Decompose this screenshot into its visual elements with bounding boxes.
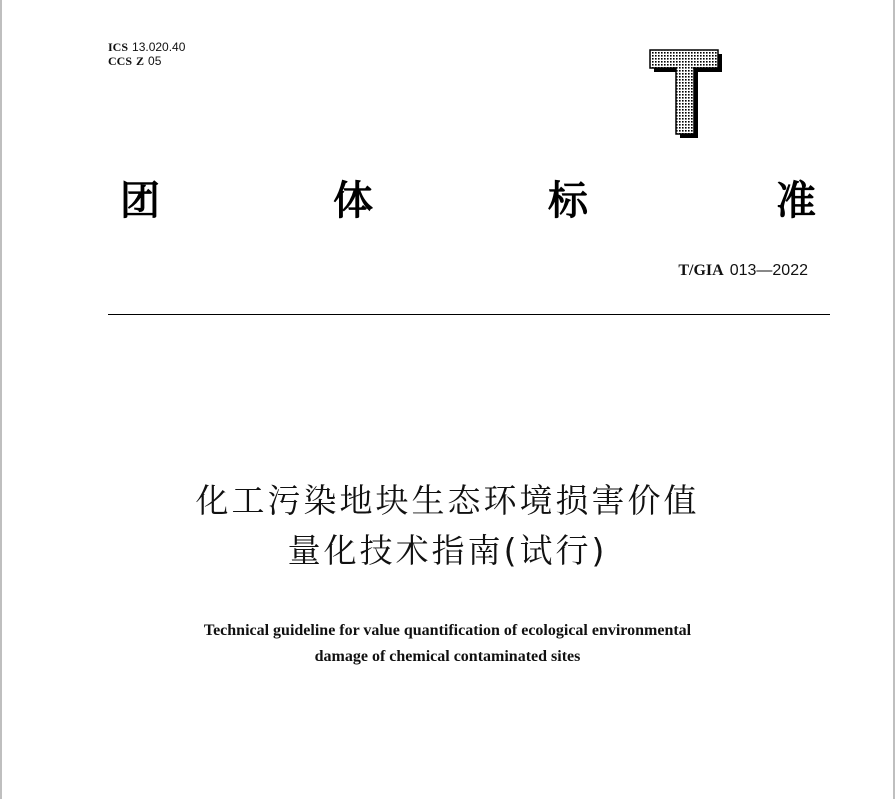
header-divider [108, 314, 830, 315]
standard-number [678, 262, 808, 280]
standard-code: 013—2022 [729, 262, 808, 279]
standard-prefix: T/GIA [678, 262, 724, 279]
ccs-letter: Z [136, 54, 145, 68]
page-left-edge [0, 0, 2, 799]
ccs-row [108, 54, 185, 68]
heading-char-2: 体 [333, 178, 373, 224]
english-title-line-1: Technical guideline for value quantification of ecological environmental [203, 622, 692, 639]
heading-char-1: 团 [120, 178, 160, 224]
chinese-title [0, 476, 895, 576]
ics-value: 13.020.40 [132, 40, 186, 54]
english-title-line-2: damage of chemical contaminated sites [314, 648, 581, 665]
english-title [0, 618, 895, 670]
ics-label: ICS [108, 40, 129, 54]
heading-char-4: 准 [776, 178, 816, 224]
ccs-value: 05 [148, 54, 162, 68]
heading-char-3: 标 [548, 178, 588, 224]
ccs-label: CCS [108, 54, 133, 68]
chinese-title-line-1: 化工污染地块生态环境损害价值 [195, 481, 700, 520]
logo-letter: T [646, 46, 647, 47]
group-standard-heading [120, 176, 820, 232]
classification-codes [108, 40, 185, 68]
ics-row [108, 40, 185, 54]
chinese-title-line-2: 量化技术指南(试行) [287, 531, 608, 570]
standard-type-logo [646, 46, 724, 140]
